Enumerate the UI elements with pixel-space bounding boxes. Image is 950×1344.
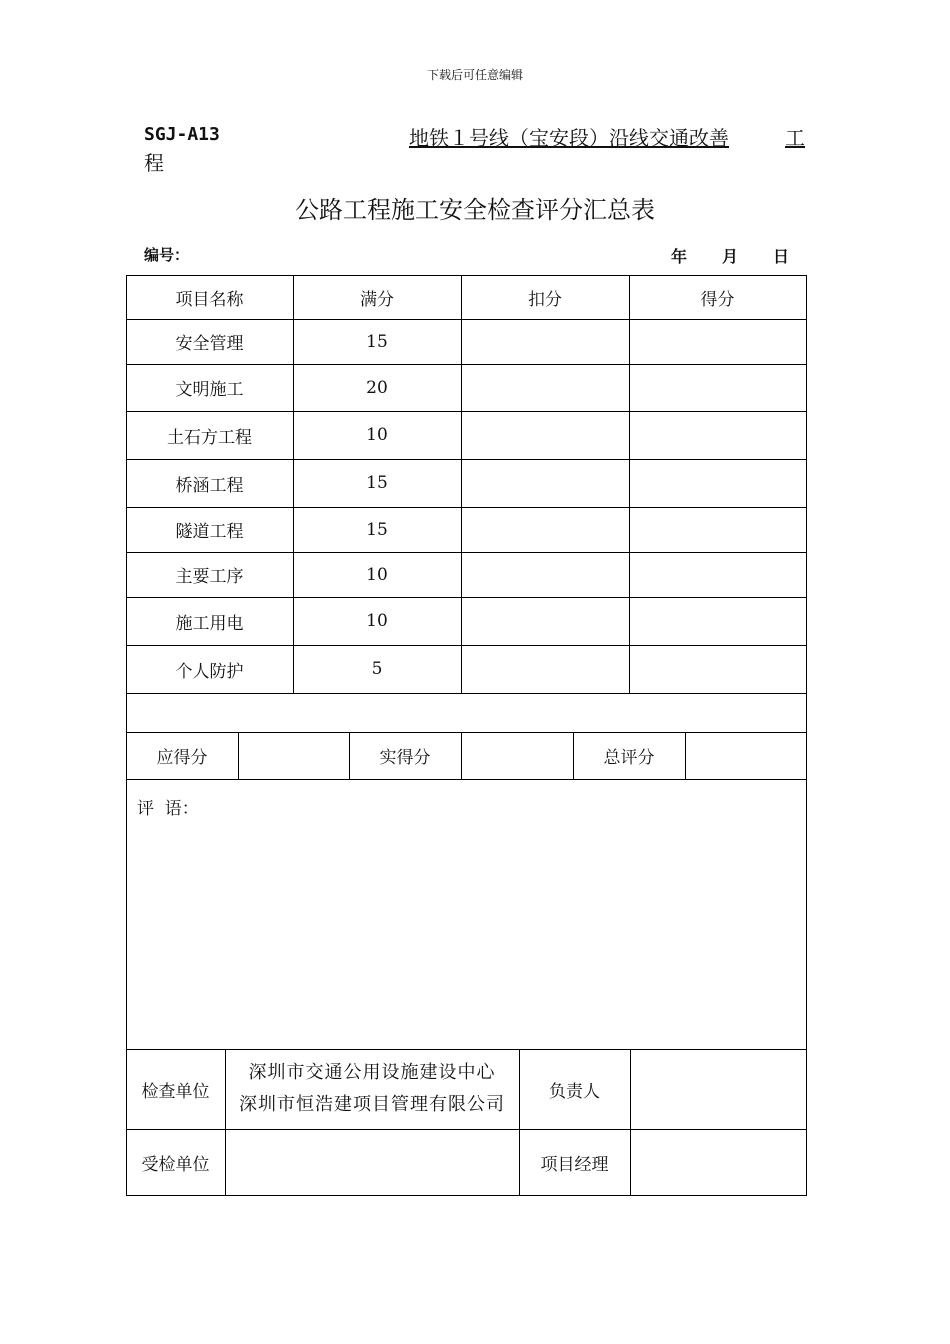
- person-in-charge-value[interactable]: [630, 1049, 806, 1129]
- project-manager-value[interactable]: [630, 1129, 806, 1195]
- full-score-cell: 5: [371, 659, 383, 679]
- deduction-cell[interactable]: [461, 459, 629, 507]
- full-score-cell: 10: [366, 611, 388, 631]
- deduction-cell[interactable]: [461, 319, 629, 364]
- date-day-label: 日: [773, 247, 790, 266]
- remarks-area[interactable]: [127, 820, 806, 1048]
- item-name-cell: 施工用电: [175, 613, 244, 634]
- column-header-item-name: 项目名称: [175, 289, 244, 310]
- deduction-cell[interactable]: [461, 597, 629, 645]
- score-cell[interactable]: [629, 645, 806, 693]
- due-score-value[interactable]: [238, 732, 349, 779]
- date-month-label: 月: [722, 247, 739, 266]
- score-cell[interactable]: [629, 319, 806, 364]
- column-header-score: 得分: [700, 289, 735, 310]
- form-code: SGJ-A13: [144, 124, 220, 145]
- item-name-cell: 主要工序: [175, 567, 244, 587]
- item-name-cell: 安全管理: [175, 334, 244, 354]
- page-title: 公路工程施工安全检查评分汇总表: [295, 196, 655, 224]
- full-score-cell: 10: [366, 425, 388, 445]
- due-score-label: 应得分: [156, 748, 208, 768]
- full-score-cell: 10: [366, 564, 388, 585]
- project-name: 地铁１号线（宝安段）沿线交通改善: [409, 126, 729, 150]
- date-year-label: 年: [671, 247, 688, 266]
- score-cell[interactable]: [629, 552, 806, 597]
- actual-score-label: 实得分: [379, 748, 431, 768]
- serial-label: 编号：: [144, 246, 190, 264]
- column-header-deduction: 扣分: [528, 289, 562, 310]
- inspecting-unit-names: [225, 1049, 519, 1129]
- inspecting-unit-name-2: 深圳市恒浩建项目管理有限公司: [239, 1094, 505, 1115]
- full-score-cell: 15: [366, 473, 388, 493]
- project-manager-label: 项目经理: [540, 1154, 609, 1175]
- remarks-label: 评 语：: [137, 799, 199, 819]
- project-name-continuation: 程: [144, 151, 164, 175]
- blank-row[interactable]: [126, 693, 806, 732]
- full-score-cell: 15: [366, 331, 388, 352]
- item-name-cell: 桥涵工程: [175, 475, 244, 496]
- person-in-charge-label: 负责人: [549, 1081, 600, 1102]
- item-name-cell: 个人防护: [175, 661, 244, 682]
- inspected-unit-value[interactable]: [225, 1129, 519, 1195]
- full-score-cell: 20: [366, 377, 388, 398]
- total-score-value[interactable]: [685, 732, 806, 779]
- deduction-cell[interactable]: [461, 552, 629, 597]
- item-name-cell: 隧道工程: [175, 522, 244, 542]
- top-note: 下载后可任意编辑: [426, 68, 523, 82]
- actual-score-value[interactable]: [461, 732, 573, 779]
- inspected-unit-label: 受检单位: [141, 1154, 210, 1175]
- score-cell[interactable]: [629, 411, 806, 459]
- score-cell[interactable]: [629, 597, 806, 645]
- deduction-cell[interactable]: [461, 645, 629, 693]
- inspecting-unit-label: 检查单位: [141, 1081, 210, 1102]
- deduction-cell[interactable]: [461, 411, 629, 459]
- score-cell[interactable]: [629, 507, 806, 552]
- score-cell[interactable]: [629, 459, 806, 507]
- column-header-full-score: 满分: [360, 289, 394, 310]
- item-name-cell: 土石方工程: [167, 427, 252, 448]
- deduction-cell[interactable]: [461, 507, 629, 552]
- total-score-label: 总评分: [603, 748, 655, 768]
- full-score-cell: 15: [366, 519, 388, 540]
- item-name-cell: 文明施工: [175, 380, 244, 400]
- score-cell[interactable]: [629, 364, 806, 411]
- inspecting-unit-name-1: 深圳市交通公用设施建设中心: [248, 1062, 496, 1083]
- deduction-cell[interactable]: [461, 364, 629, 411]
- project-name-tail: 工: [785, 126, 805, 150]
